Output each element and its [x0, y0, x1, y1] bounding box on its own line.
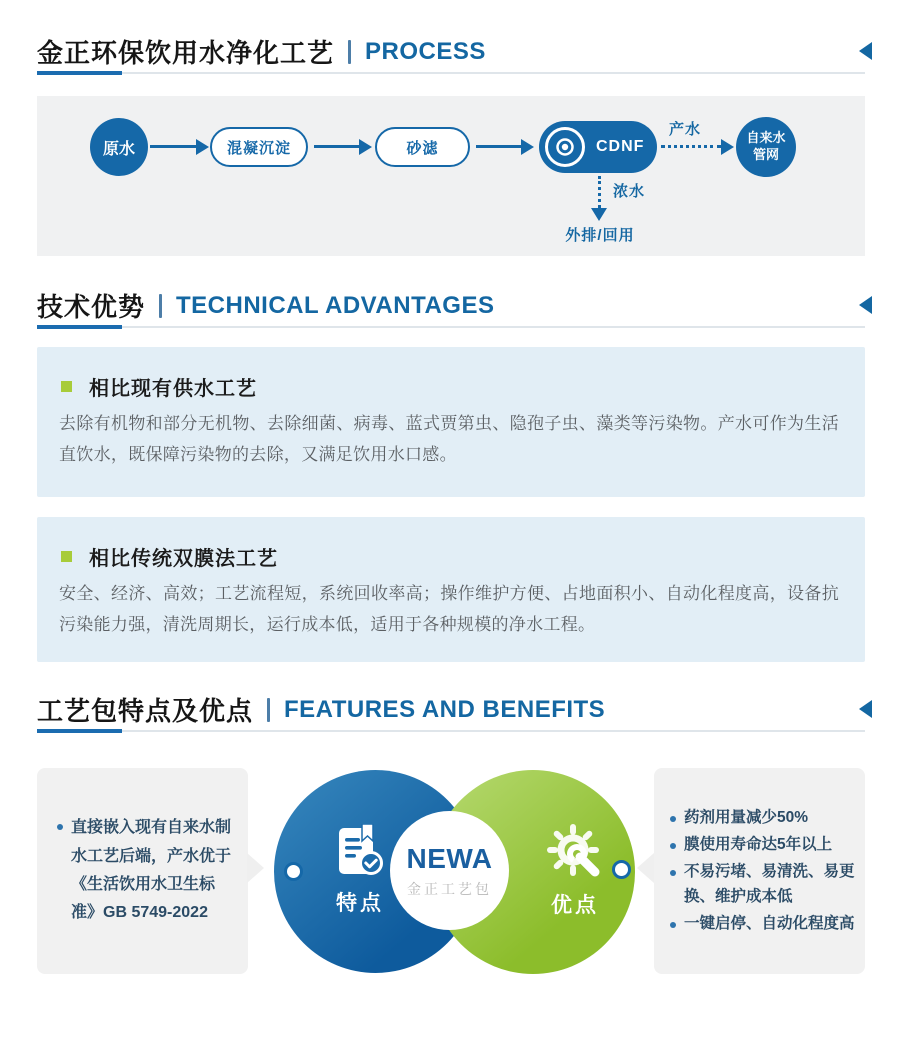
green-square-bullet-icon: [61, 551, 72, 562]
list-item-text: 直接嵌入现有自来水制水工艺后端，产水优于《生活饮用水卫生标准》GB 5749-2022: [71, 819, 232, 922]
flow-arrow-line: [150, 145, 196, 148]
features-list: [57, 811, 234, 931]
advantage-card-header: [61, 372, 257, 401]
advantages-title-en: TECHNICAL ADVANTAGES: [176, 291, 495, 319]
flow-node-label-line2: 管网: [752, 147, 779, 162]
section-underline: [37, 326, 865, 328]
list-item: [670, 833, 855, 857]
list-item: [670, 806, 855, 830]
process-title-zh: 金正环保饮用水净化工艺: [37, 38, 335, 68]
title-separator-bar: [267, 698, 270, 722]
flow-node-label-line1: 自来水: [746, 130, 786, 146]
section-arrow-icon: [859, 296, 872, 314]
dot-bullet-icon: [670, 843, 676, 849]
list-item: [670, 912, 855, 936]
section-arrow-icon: [859, 700, 872, 718]
section-underline: [37, 72, 865, 74]
section-header-process: [37, 33, 486, 70]
advantage-heading: 相比现有供水工艺: [89, 378, 257, 400]
checklist-icon: [331, 824, 389, 878]
benefits-list-box: [654, 768, 865, 974]
benefits-list: [670, 803, 855, 938]
title-separator-bar: [348, 40, 351, 64]
advantage-heading: 相比传统双膜法工艺: [89, 548, 278, 570]
green-square-bullet-icon: [61, 381, 72, 392]
title-separator-bar: [159, 294, 162, 318]
brand-subtitle: 金正工艺包: [407, 880, 492, 897]
list-item: [57, 814, 234, 928]
connector-dot-icon: [284, 862, 303, 881]
membrane-icon: [545, 127, 585, 167]
advantage-card-dual-membrane: [37, 517, 865, 662]
advantage-card-supply-process: [37, 347, 865, 497]
flow-node-raw-water: [90, 118, 148, 176]
venn-benefits-label: 优点: [551, 894, 599, 917]
section-underline: [37, 730, 865, 732]
list-item-text: 药剂用量减少50%: [684, 809, 809, 827]
brand-logo-text: NEWA: [406, 842, 493, 874]
features-title-zh: 工艺包特点及优点: [37, 696, 254, 726]
process-title-en: PROCESS: [365, 37, 486, 65]
left-box-pointer: [247, 853, 264, 883]
advantage-body-text: 去除有机物和部分无机物、去除细菌、病毒、蓝式贾第虫、隐孢子虫、藻类等污染物。产水可作为生活直饮水，既保障污染物的去除，又满足饮用水口感。: [59, 414, 839, 465]
right-box-pointer: [637, 853, 654, 883]
flow-node-label: CDNF: [596, 138, 645, 155]
flow-dotted-line-product: [661, 145, 721, 148]
flow-arrowhead-icon: [521, 139, 534, 155]
venn-features-label: 特点: [336, 892, 384, 915]
flow-arrowhead-icon: [359, 139, 372, 155]
advantages-title-zh: 技术优势: [37, 292, 146, 322]
list-item-text: 不易污堵、易清洗、易更换、维护成本低: [684, 863, 855, 905]
dot-bullet-icon: [670, 816, 676, 822]
flow-node-label: 原水: [102, 140, 135, 158]
section-arrow-icon: [859, 42, 872, 60]
section-header-advantages: [37, 287, 494, 324]
flow-node-sand-filter: [375, 127, 470, 167]
flow-node-label: 混凝沉淀: [226, 139, 291, 157]
dot-bullet-icon: [670, 922, 676, 928]
flow-node-coagulation: [210, 127, 308, 167]
connector-dot-icon: [612, 860, 631, 879]
flow-dotted-line-concentrate: [598, 176, 601, 208]
list-item: [670, 860, 855, 908]
dot-bullet-icon: [670, 870, 676, 876]
flow-arrowhead-icon: [196, 139, 209, 155]
advantage-body-text: 安全、经济、高效；工艺流程短，系统回收率高；操作维护方便、占地面积小、自动化程度高，设备抗污染能力强，清洗周期长，运行成本低，适用于各种规模的净水工程。: [59, 584, 839, 635]
venn-features-content: [300, 824, 420, 917]
list-item-text: 一键启停、自动化程度高: [684, 914, 855, 932]
advantage-card-header: [61, 542, 278, 571]
flow-arrowhead-icon: [721, 139, 734, 155]
features-list-box: [37, 768, 248, 974]
section-header-features-benefits: [37, 691, 605, 728]
flow-node-tap-water-network: [736, 117, 796, 177]
flow-arrow-line: [476, 145, 521, 148]
gear-wrench-icon: [547, 824, 603, 880]
flow-arrow-line: [314, 145, 359, 148]
product-water-label: 产水: [669, 121, 702, 138]
dot-bullet-icon: [57, 824, 63, 830]
flow-node-label: 砂滤: [406, 139, 439, 157]
list-item-text: 膜使用寿命达5年以上: [684, 836, 833, 854]
process-flow-diagram: [37, 96, 865, 256]
concentrate-water-label: 浓水: [613, 183, 646, 200]
features-title-en: FEATURES AND BENEFITS: [284, 695, 606, 723]
discharge-reuse-label: 外排/回用: [565, 227, 635, 244]
flow-arrowhead-down-icon: [591, 208, 607, 221]
flow-node-cdnf: [539, 121, 657, 173]
